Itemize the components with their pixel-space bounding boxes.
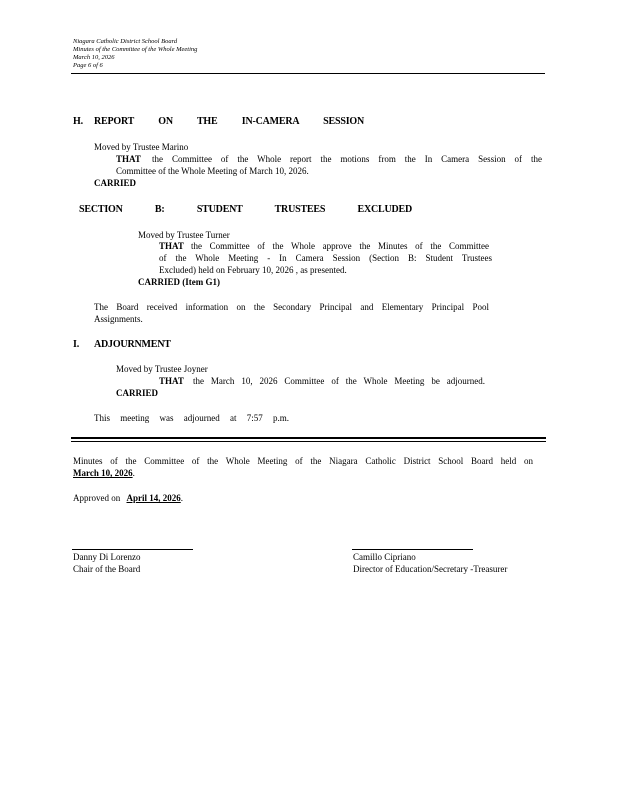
adjourned-statement: This meeting was adjourned at 7:57 p.m. bbox=[94, 413, 289, 423]
approved-date: April 14, 2026 bbox=[126, 493, 181, 503]
section-i-that: THAT bbox=[159, 376, 184, 386]
section-h-motion-line1: the Committee of the Whole report the motions from the In Camera Session of the bbox=[152, 154, 542, 164]
section-b-motion-line3: Excluded) held on February 10, 2026 , as presented. bbox=[159, 265, 347, 275]
right-signatory-title: Director of Education/Secretary -Treasurer bbox=[353, 564, 508, 574]
section-b-motion-line2: of the Whole Meeting - In Camera Session (Section B: Student Trustees bbox=[159, 253, 492, 263]
minutes-period: . bbox=[132, 468, 135, 478]
header-rule bbox=[71, 73, 545, 74]
section-h-carried: CARRIED bbox=[94, 178, 137, 188]
info-line1: The Board received information on the Secondary Principal and Elementary Principal Pool bbox=[94, 302, 489, 312]
section-b-title: SECTION B: STUDENT TRUSTEES EXCLUDED bbox=[79, 204, 413, 215]
header-page-number: Page 6 of 6 bbox=[73, 62, 103, 69]
header-board-name: Niagara Catholic District School Board bbox=[73, 38, 178, 45]
minutes-meeting-date: March 10, 2026 bbox=[73, 468, 133, 478]
section-h-letter: H. bbox=[73, 116, 83, 127]
section-h-moved-by: Moved by Trustee Marino bbox=[94, 142, 189, 152]
section-b-that: THAT bbox=[159, 241, 184, 251]
section-i-moved-by: Moved by Trustee Joyner bbox=[116, 364, 208, 374]
header-meeting-name: Minutes of the Committee of the Whole Meeting bbox=[73, 46, 198, 53]
section-h-title: REPORT ON THE IN-CAMERA SESSION bbox=[94, 116, 365, 127]
left-signatory-title: Chair of the Board bbox=[73, 564, 141, 574]
left-signature-line bbox=[72, 549, 193, 550]
section-i-title: ADJOURNMENT bbox=[94, 339, 171, 350]
info-line2: Assignments. bbox=[94, 314, 143, 324]
approved-period: . bbox=[180, 493, 184, 503]
right-signature-line bbox=[352, 549, 473, 550]
section-h-that: THAT bbox=[116, 154, 141, 164]
header-date: March 10, 2026 bbox=[73, 54, 115, 61]
right-signatory-name: Camillo Cipriano bbox=[353, 552, 416, 562]
section-b-carried: CARRIED (Item G1) bbox=[138, 277, 220, 287]
footer-rule-bottom bbox=[71, 441, 546, 442]
left-signatory-name: Danny Di Lorenzo bbox=[73, 552, 141, 562]
section-b-motion-line1: the Committee of the Whole approve the Minutes of the Committee bbox=[191, 241, 489, 251]
section-b-moved-by: Moved by Trustee Turner bbox=[138, 230, 230, 240]
section-i-motion: the March 10, 2026 Committee of the Whole Meeting be adjourned. bbox=[193, 376, 485, 386]
section-i-carried: CARRIED bbox=[116, 388, 159, 398]
section-i-letter: I. bbox=[73, 339, 79, 350]
approved-label: Approved on bbox=[73, 493, 121, 503]
section-h-motion-line2: Committee of the Whole Meeting of March 10, 2026. bbox=[116, 166, 309, 176]
minutes-statement: Minutes of the Committee of the Whole Meeting of the Niagara Catholic District School Board held on bbox=[73, 456, 533, 466]
footer-rule-top bbox=[71, 437, 546, 439]
